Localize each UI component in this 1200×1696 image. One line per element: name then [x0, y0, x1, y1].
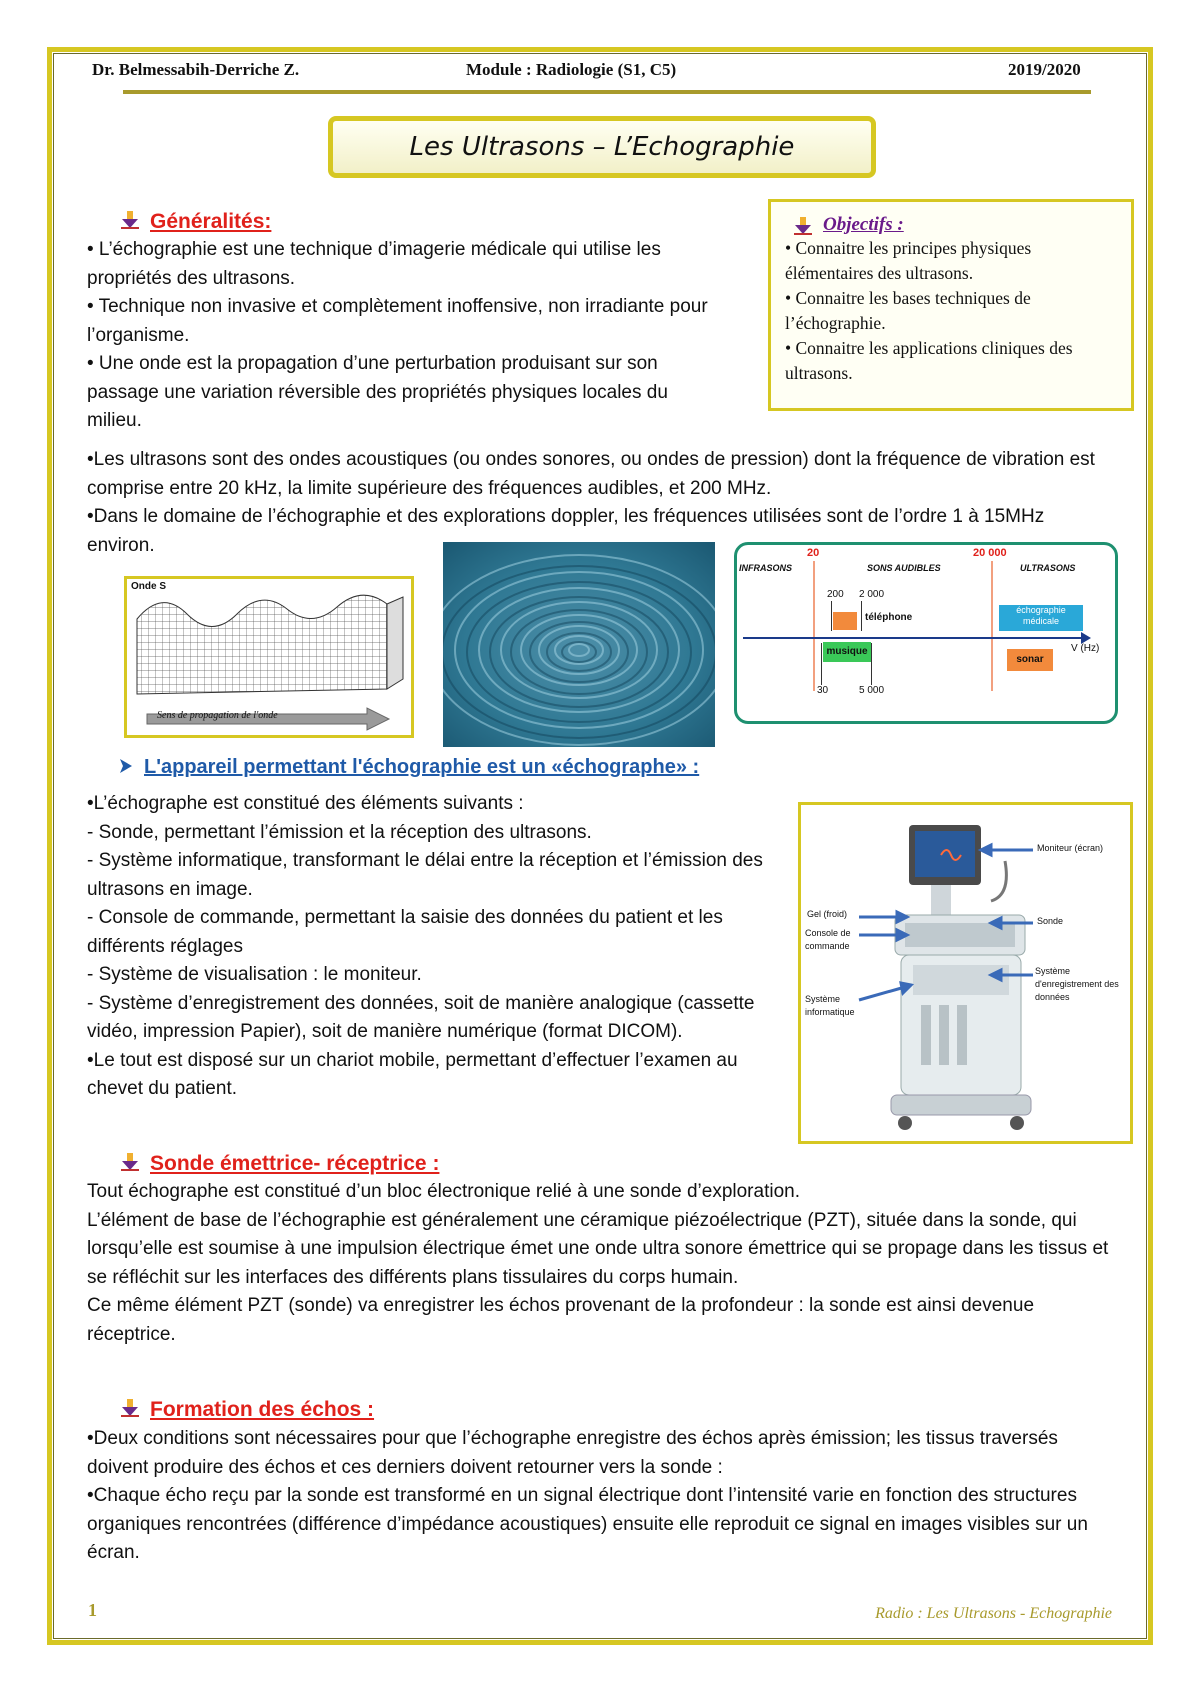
spectrum-axis-label: V (Hz) — [1071, 643, 1100, 654]
wave-caption: Sens de propagation de l'onde — [157, 710, 278, 721]
appareil-heading: L'appareil permettant l'échographie est un «échographe» : — [144, 756, 700, 778]
sonde-para: Ce même élément PZT (sonde) va enregistrer les échos provenant de la profondeur : la sonde est ainsi devenue réceptrice. — [87, 1295, 1035, 1345]
generalites-para: •Dans le domaine de l’échographie et des explorations doppler, les fréquences utilisées sont de l’ordre 1 à 15MHz environ. — [87, 506, 1045, 556]
figure-spectrum — [734, 542, 1118, 724]
spectrum-boundary-20000 — [991, 561, 993, 691]
label-gel: Gel (froid) — [807, 909, 848, 919]
wave-label: Onde S — [131, 581, 167, 592]
appareil-line: - Console de commande, permettant la saisie des données du patient et les différents réglages — [87, 907, 723, 957]
appareil-line: •Le tout est disposé sur un chariot mobile, permettant d’effectuer l’examen au chevet du patient. — [87, 1049, 738, 1099]
spectrum-label-2000: 2 000 — [859, 589, 885, 600]
appareil-line: - Sonde, permettant l’émission et la réception des ultrasons. — [87, 821, 592, 843]
label-enregistrement: Système d'enregistrement des données — [1035, 966, 1119, 1002]
label-console: Console de commande — [805, 928, 851, 951]
figure-echographe — [798, 802, 1133, 1144]
water-ripple-image — [443, 542, 715, 747]
chevron-right-icon — [118, 758, 134, 774]
spectrum-label-20000: 20 000 — [973, 547, 1007, 559]
objectif-item: • Connaitre les principes physiques élémentaires des ultrasons. — [785, 238, 1032, 283]
telephone-bar — [833, 612, 857, 630]
sonde-heading: Sonde émettrice- réceptrice : — [150, 1152, 440, 1175]
section-generalites — [120, 208, 271, 234]
objectif-item: • Connaitre les bases techniques de l’échographie. — [785, 288, 1031, 333]
sonde-text — [87, 1178, 1117, 1349]
appareil-line: - Système de visualisation : le moniteur. — [87, 964, 422, 985]
arrow-down-icon — [120, 1152, 140, 1172]
appareil-line: - Système d’enregistrement des données, soit de manière analogique (cassette vidéo, impression Papier), soit de manière numérique (format DICOM). — [87, 992, 755, 1042]
objectif-item: • Connaitre les applications cliniques des ultrasons. — [785, 338, 1073, 383]
generalites-text — [87, 236, 727, 436]
echos-para: •Chaque écho reçu par la sonde est transformé en un signal électrique dont l’intensité varie en fonction des structures organiques rencontrées (différence d’impédance acoustiques) ensuite elle reproduit ce signal en images visibles sur un écran. — [87, 1485, 1088, 1563]
figure-wave — [124, 576, 414, 738]
section-appareil — [118, 756, 699, 779]
generalites-para: •Les ultrasons sont des ondes acoustiques (ou ondes sonores, ou ondes de pression) dont la fréquence de vibration est comprise entre 20 kHz, la limite supérieure des fréquences audibles, et 200 MHz. — [87, 449, 1095, 499]
arrow-down-icon — [120, 1398, 140, 1418]
page-number: 1 — [88, 1600, 97, 1620]
echos-text — [87, 1425, 1117, 1568]
spectrum-sonar-bar: sonar — [1007, 649, 1053, 671]
spectrum-tick — [831, 601, 832, 631]
spectrum-boundary-20 — [813, 561, 815, 691]
spectrum-ultrasons: ULTRASONS — [1020, 563, 1076, 573]
spectrum-echo-bar: échographie médicale — [999, 605, 1083, 631]
spectrum-musique-bar: musique — [823, 642, 871, 662]
generalites-para: • Une onde est la propagation d’une perturbation produisant sur son passage une variation réversible des propriétés physiques locales du milieu. — [87, 353, 668, 431]
spectrum-infrasons: INFRASONS — [739, 563, 793, 573]
arrow-down-icon — [120, 210, 140, 230]
label-moniteur: Moniteur (écran) — [1037, 843, 1104, 853]
spectrum-label-30: 30 — [817, 685, 829, 696]
section-echos — [120, 1396, 374, 1422]
generalites-para: • Technique non invasive et complètement inoffensive, non irradiante pour l’organisme. — [87, 296, 708, 346]
spectrum-label-5000: 5 000 — [859, 685, 885, 696]
spectrum-tick — [861, 601, 862, 631]
header-module: Module : Radiologie (S1, C5) — [466, 60, 677, 79]
header-rule — [123, 90, 1091, 94]
header-year: 2019/2020 — [1008, 60, 1081, 79]
spectrum-tick — [821, 643, 822, 685]
appareil-line: - Système informatique, transformant le délai entre la réception et l’émission des ultrasons en image. — [87, 850, 763, 900]
spectrum-telephone: téléphone — [865, 612, 913, 623]
figure-ripple — [443, 542, 715, 747]
appareil-line: •L’échographe est constitué des éléments suivants : — [87, 793, 524, 814]
echos-heading: Formation des échos : — [150, 1398, 375, 1421]
sonde-para: Tout échographe est constitué d’un bloc électronique relié à une sonde d’exploration. — [87, 1181, 800, 1202]
spectrum-audibles: SONS AUDIBLES — [867, 563, 941, 573]
label-sonde: Sonde — [1037, 916, 1064, 926]
header-author: Dr. Belmessabih-Derriche Z. — [92, 60, 300, 79]
appareil-text — [87, 790, 787, 1104]
section-sonde — [120, 1150, 439, 1176]
footer-title: Radio : Les Ultrasons - Echographie — [875, 1605, 1112, 1622]
label-informatique: Système informatique — [805, 994, 855, 1017]
spectrum-axis — [743, 637, 1083, 639]
arrow-down-icon — [793, 216, 813, 236]
objectifs-heading: Objectifs : — [823, 214, 904, 235]
objectifs-box — [768, 199, 1134, 411]
spectrum-tick — [871, 643, 872, 685]
page-title: Les Ultrasons – L’Echographie — [409, 132, 795, 162]
title-box — [328, 116, 876, 178]
echos-para: •Deux conditions sont nécessaires pour que l’échographe enregistre des échos après émission; les tissus traversés doivent produire des échos et ces derniers doivent retourner vers la sonde : — [87, 1428, 1058, 1478]
spectrum-label-200: 200 — [827, 589, 844, 600]
spectrum-label-20: 20 — [807, 547, 820, 559]
sonde-para: L’élément de base de l’échographie est généralement une céramique piézoélectrique (PZT), située dans la sonde, qui lorsqu’elle est soumise à une impulsion électrique émet une onde ultra sonore émettrice qui se propage dans les tissus et se réfléchit sur les interfaces des différents plans tissulaires du corps humain. — [87, 1209, 1109, 1288]
generalites-para: • L’échographie est une technique d’imagerie médicale qui utilise les propriétés des ultrasons. — [87, 239, 661, 289]
generalites-heading: Généralités: — [150, 210, 272, 233]
